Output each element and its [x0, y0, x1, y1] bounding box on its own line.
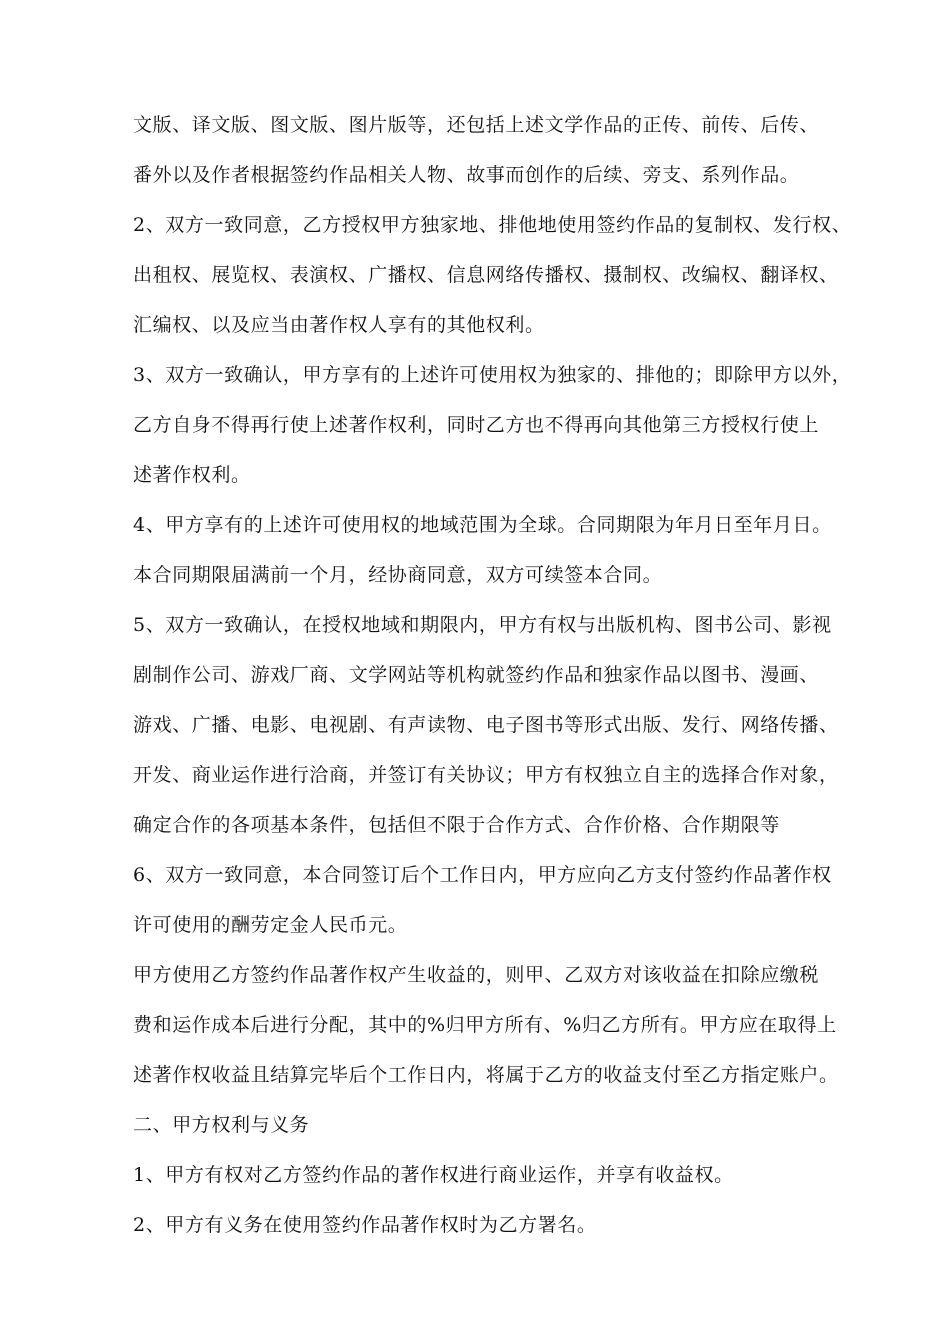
text-line: 2、双方一致同意，乙方授权甲方独家地、排他地使用签约作品的复制权、发行权、 — [133, 214, 852, 236]
text-line: 甲方使用乙方签约作品著作权产生收益的，则甲、乙双方对该收益在扣除应缴税 — [133, 964, 820, 986]
text-line: 开发、商业运作进行洽商，并签订有关协议；甲方有权独立自主的选择合作对象， — [133, 764, 839, 786]
text-line: 述著作权利。 — [133, 464, 251, 486]
text-line: 3、双方一致确认，甲方享有的上述许可使用权为独家的、排他的；即除甲方以外， — [133, 364, 852, 386]
text-line: 出租权、展览权、表演权、广播权、信息网络传播权、摄制权、改编权、翻译权、 — [133, 264, 839, 286]
text-line: 述著作权收益且结算完毕后个工作日内，将属于乙方的收益支付至乙方指定账户。 — [133, 1064, 839, 1086]
text-line: 游戏、广播、电影、电视剧、有声读物、电子图书等形式出版、发行、网络传播、 — [133, 714, 839, 736]
section-heading: 二、甲方权利与义务 — [133, 1114, 310, 1136]
text-line: 4、甲方享有的上述许可使用权的地域范围为全球。合同期限为年月日至年月日。 — [133, 514, 832, 536]
text-line: 乙方自身不得再行使上述著作权利，同时乙方也不得再向其他第三方授权行使上 — [133, 414, 820, 436]
text-line: 本合同期限届满前一个月，经协商同意，双方可续签本合同。 — [133, 564, 663, 586]
text-line: 许可使用的酬劳定金人民币元。 — [133, 914, 408, 936]
text-line: 2、甲方有义务在使用签约作品著作权时为乙方署名。 — [133, 1214, 597, 1236]
text-line: 剧制作公司、游戏厂商、文学网站等机构就签约作品和独家作品以图书、漫画、 — [133, 664, 820, 686]
text-line: 1、甲方有权对乙方签约作品的著作权进行商业运作，并享有收益权。 — [133, 1164, 734, 1186]
text-line: 6、双方一致同意，本合同签订后个工作日内，甲方应向乙方支付签约作品著作权 — [133, 864, 832, 886]
text-line: 5、双方一致确认，在授权地域和期限内，甲方有权与出版机构、图书公司、影视 — [133, 614, 832, 636]
text-line: 汇编权、以及应当由著作权人享有的其他权利。 — [133, 314, 545, 336]
text-line: 文版、译文版、图文版、图片版等，还包括上述文学作品的正传、前传、后传、 — [133, 114, 820, 136]
text-line: 番外以及作者根据签约作品相关人物、故事而创作的后续、旁支、系列作品。 — [133, 164, 800, 186]
text-line: 费和运作成本后进行分配，其中的%归甲方所有、%归乙方所有。甲方应在取得上 — [133, 1014, 837, 1036]
text-line: 确定合作的各项基本条件，包括但不限于合作方式、合作价格、合作期限等 — [133, 814, 780, 836]
